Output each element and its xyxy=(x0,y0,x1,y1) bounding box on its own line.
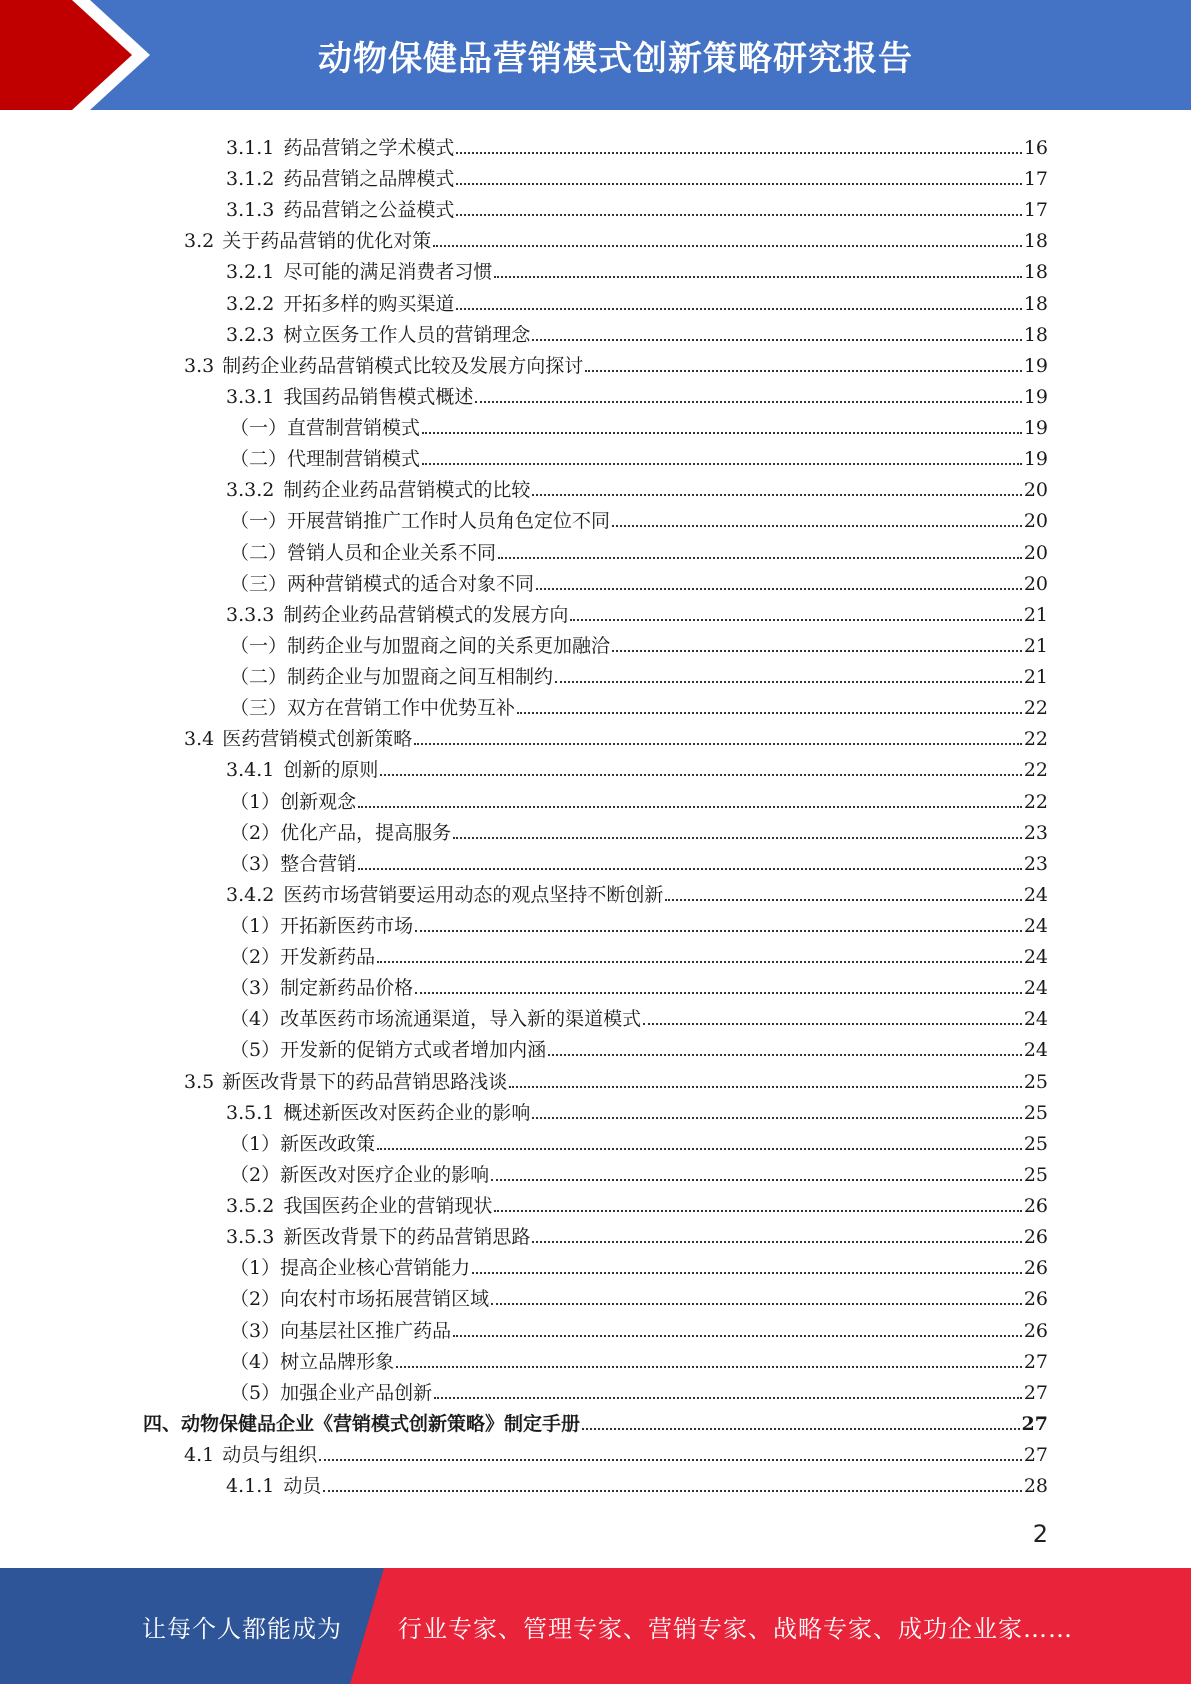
toc-entry[interactable] xyxy=(226,1217,1048,1248)
toc-entry-title: （二）代理制营销模式 xyxy=(230,448,421,471)
toc-entry-title: （4）树立品牌形象 xyxy=(230,1350,395,1373)
toc-entry-title: （三）双方在营销工作中优势互补 xyxy=(230,697,516,720)
toc-entry-page: 23 xyxy=(1023,852,1048,875)
toc-entry-title: （二）營销人员和企业关系不同 xyxy=(230,541,497,564)
toc-entry-page: 24 xyxy=(1023,946,1048,969)
toc-entry[interactable] xyxy=(230,657,1048,688)
toc-entry[interactable] xyxy=(230,906,1048,937)
toc-entry[interactable] xyxy=(230,1030,1048,1061)
toc-entry-title: 制药企业药品营销模式的发展方向 xyxy=(283,603,569,626)
toc-entry-page: 20 xyxy=(1023,510,1048,533)
toc-dot-leader xyxy=(517,712,1022,714)
toc-entry-number: 3.5.1 xyxy=(226,1101,275,1124)
toc-entry-page: 18 xyxy=(1023,230,1048,253)
toc-entry-title: 新医改背景下的药品营销思路浅谈 xyxy=(222,1070,508,1093)
toc-dot-leader xyxy=(456,308,1021,310)
toc-dot-leader xyxy=(475,401,1021,403)
toc-entry-page: 27 xyxy=(1023,1350,1048,1373)
toc-entry-title: 创新的原则 xyxy=(283,759,379,782)
toc-entry[interactable] xyxy=(226,470,1048,501)
toc-entry[interactable] xyxy=(230,1279,1048,1310)
toc-dot-leader xyxy=(323,1490,1021,1492)
toc-dot-leader xyxy=(491,1303,1022,1305)
toc-dot-leader xyxy=(434,1397,1022,1399)
toc-entry-title: （2）优化产品，提高服务 xyxy=(230,821,452,844)
toc-entry-title: 药品营销之学术模式 xyxy=(283,137,455,159)
toc-entry[interactable] xyxy=(230,501,1048,532)
toc-entry-title: 制药企业药品营销模式的比较 xyxy=(283,479,531,502)
toc-entry[interactable] xyxy=(230,782,1048,813)
toc-dot-leader xyxy=(555,681,1022,683)
toc-dot-leader xyxy=(422,463,1022,465)
toc-dot-leader xyxy=(536,588,1022,590)
toc-entry-title: （2）新医改对医疗企业的影响 xyxy=(230,1163,490,1186)
toc-entry-title: （4）改革医药市场流通渠道，导入新的渠道模式 xyxy=(230,1008,642,1031)
toc-entry-page: 27 xyxy=(1023,1381,1048,1404)
toc-entry-page: 18 xyxy=(1023,292,1048,315)
toc-dot-leader xyxy=(380,774,1021,776)
toc-entry[interactable] xyxy=(230,1342,1048,1373)
toc-entry-title: （5）开发新的促销方式或者增加内涵 xyxy=(230,1039,547,1062)
toc-dot-leader xyxy=(396,1366,1022,1368)
toc-entry-title: 药品营销之品牌模式 xyxy=(283,168,455,191)
toc-entry-page: 24 xyxy=(1023,915,1048,937)
toc-entry-number: 4.1 xyxy=(184,1444,215,1467)
toc-dot-leader xyxy=(612,650,1022,652)
toc-entry-title: （1）提高企业核心营销能力 xyxy=(230,1257,471,1280)
toc-entry-title: 医药市场营销要运用动态的观点坚持不断创新 xyxy=(283,883,664,906)
toc-entry-page: 22 xyxy=(1023,790,1048,813)
toc-entry-title: 我国医药企业的营销现状 xyxy=(283,1195,493,1218)
toc-entry-title: （3）制定新药品价格 xyxy=(230,977,414,1000)
page-header xyxy=(0,0,1191,110)
toc-entry-page: 21 xyxy=(1023,666,1048,689)
toc-entry-page: 20 xyxy=(1023,479,1048,502)
toc-dot-leader xyxy=(377,1148,1022,1150)
toc-dot-leader xyxy=(582,1428,1020,1430)
toc-entry-page: 26 xyxy=(1023,1257,1048,1280)
toc-entry-page: 21 xyxy=(1023,603,1048,626)
toc-dot-leader xyxy=(414,743,1022,745)
footer-slogan-left: 让每个人都能成为 xyxy=(142,1614,342,1643)
toc-entry-title: （3）整合营销 xyxy=(230,852,357,875)
toc-entry-page: 24 xyxy=(1023,1039,1048,1062)
toc-entry-number: 3.2.1 xyxy=(226,261,275,284)
toc-entry[interactable] xyxy=(230,968,1048,999)
toc-entry[interactable] xyxy=(230,533,1048,564)
toc-entry-page: 20 xyxy=(1023,541,1048,564)
toc-entry[interactable] xyxy=(184,346,1048,377)
toc-entry-page: 16 xyxy=(1023,137,1048,159)
toc-entry-page: 24 xyxy=(1023,1008,1048,1031)
toc-entry[interactable] xyxy=(143,1404,1048,1435)
toc-entry-number: 3.5 xyxy=(184,1070,215,1093)
toc-entry-number: 3.1.3 xyxy=(226,199,275,222)
toc-entry[interactable] xyxy=(230,1311,1048,1342)
toc-entry-title: 开拓多样的购买渠道 xyxy=(283,292,455,315)
toc-entry-page: 25 xyxy=(1023,1163,1048,1186)
chevron-arrow-icon xyxy=(0,0,160,110)
toc-entry-page: 20 xyxy=(1023,572,1048,595)
toc-entry-page: 28 xyxy=(1023,1475,1048,1498)
toc-entry-title: （一）制药企业与加盟商之间的关系更加融洽 xyxy=(230,634,611,657)
toc-entry[interactable] xyxy=(230,688,1048,719)
toc-entry[interactable] xyxy=(184,1062,1048,1093)
toc-entry-page: 18 xyxy=(1023,261,1048,284)
toc-dot-leader xyxy=(358,868,1022,870)
toc-entry-number: 3.5.2 xyxy=(226,1195,275,1218)
toc-entry-page: 26 xyxy=(1023,1226,1048,1249)
toc-entry-number: 3.3 xyxy=(184,354,215,377)
toc-entry-title: 动员与组织 xyxy=(222,1444,318,1467)
toc-entry-title: 四、动物保健品企业《营销模式创新策略》制定手册 xyxy=(143,1412,581,1435)
toc-dot-leader xyxy=(532,1117,1021,1119)
toc-entry-page: 26 xyxy=(1023,1288,1048,1311)
toc-entry-page: 22 xyxy=(1023,728,1048,751)
page-footer xyxy=(0,1568,1191,1684)
footer-slogan-right: 行业专家、管理专家、营销专家、战略专家、成功企业家…… xyxy=(398,1614,1073,1643)
toc-entry-title: 药品营销之公益模式 xyxy=(283,199,455,222)
toc-entry[interactable] xyxy=(230,813,1048,844)
toc-entry[interactable] xyxy=(230,999,1048,1030)
toc-entry-number: 3.2.2 xyxy=(226,292,275,315)
toc-dot-leader xyxy=(494,276,1021,278)
toc-entry[interactable] xyxy=(226,128,1048,159)
toc-dot-leader xyxy=(319,1459,1022,1461)
toc-entry[interactable] xyxy=(226,377,1048,408)
toc-entry-page: 26 xyxy=(1023,1195,1048,1218)
toc-entry[interactable] xyxy=(184,221,1048,252)
toc-entry[interactable] xyxy=(226,252,1048,283)
toc-entry-title: （1）创新观念 xyxy=(230,790,357,813)
toc-entry-page: 19 xyxy=(1023,385,1048,408)
toc-entry-page: 21 xyxy=(1023,634,1048,657)
toc-entry-page: 22 xyxy=(1023,759,1048,782)
toc-entry[interactable] xyxy=(230,844,1048,875)
toc-entry-page: 25 xyxy=(1023,1070,1048,1093)
toc-entry[interactable] xyxy=(226,875,1048,906)
toc-entry[interactable] xyxy=(226,315,1048,346)
toc-entry-number: 3.1.1 xyxy=(226,137,275,159)
toc-entry-title: （2）开发新药品 xyxy=(230,946,376,969)
toc-dot-leader xyxy=(491,1179,1022,1181)
toc-entry-number: 3.3.1 xyxy=(226,385,275,408)
toc-entry-title: 树立医务工作人员的营销理念 xyxy=(283,323,531,346)
document-title: 动物保健品营销模式创新策略研究报告 xyxy=(318,38,913,79)
toc-entry-page: 24 xyxy=(1023,977,1048,1000)
toc-dot-leader xyxy=(358,806,1022,808)
toc-entry-number: 3.3.3 xyxy=(226,603,275,626)
toc-dot-leader xyxy=(494,1210,1021,1212)
toc-entry-title: 动员 xyxy=(283,1475,322,1498)
toc-entry-title: （三）两种营销模式的适合对象不同 xyxy=(230,572,535,595)
toc-entry[interactable] xyxy=(230,937,1048,968)
toc-entry-title: （二）制药企业与加盟商之间互相制约 xyxy=(230,666,554,689)
toc-entry-number: 3.4.2 xyxy=(226,883,275,906)
toc-entry[interactable] xyxy=(230,1124,1048,1155)
toc-dot-leader xyxy=(570,619,1021,621)
toc-entry[interactable] xyxy=(226,750,1048,781)
toc-entry-page: 22 xyxy=(1023,697,1048,720)
toc-entry-page: 18 xyxy=(1023,323,1048,346)
toc-entry-page: 17 xyxy=(1023,199,1048,222)
toc-dot-leader xyxy=(532,494,1021,496)
toc-entry-page: 17 xyxy=(1023,168,1048,191)
toc-dot-leader xyxy=(532,339,1021,341)
toc-dot-leader xyxy=(415,930,1022,932)
toc-dot-leader xyxy=(472,1272,1022,1274)
toc-dot-leader xyxy=(509,1086,1022,1088)
toc-entry[interactable] xyxy=(184,1435,1048,1466)
toc-entry[interactable] xyxy=(226,284,1048,315)
toc-dot-leader xyxy=(612,525,1022,527)
toc-entry-title: 制药企业药品营销模式比较及发展方向探讨 xyxy=(222,354,584,377)
toc-entry-title: 新医改背景下的药品营销思路 xyxy=(283,1226,531,1249)
toc-entry[interactable] xyxy=(230,408,1048,439)
toc-dot-leader xyxy=(377,961,1022,963)
toc-entry-page: 27 xyxy=(1021,1412,1048,1435)
toc-entry[interactable] xyxy=(226,1186,1048,1217)
toc-entry-page: 26 xyxy=(1023,1319,1048,1342)
toc-entry-number: 3.4.1 xyxy=(226,759,275,782)
toc-entry-page: 25 xyxy=(1023,1101,1048,1124)
toc-entry-page: 19 xyxy=(1023,448,1048,471)
toc-entry-title: 医药营销模式创新策略 xyxy=(222,728,413,751)
toc-entry-title: 我国药品销售模式概述 xyxy=(283,385,474,408)
toc-entry-page: 23 xyxy=(1023,821,1048,844)
toc-entry[interactable] xyxy=(226,1466,1048,1497)
toc-entry-title: （一）直营制营销模式 xyxy=(230,417,421,440)
toc-entry[interactable] xyxy=(230,1373,1048,1404)
toc-dot-leader xyxy=(498,557,1022,559)
toc-entry-title: 概述新医改对医药企业的影响 xyxy=(283,1101,531,1124)
toc-entry-page: 19 xyxy=(1023,354,1048,377)
toc-entry-number: 3.2 xyxy=(184,230,215,253)
toc-entry-title: 尽可能的满足消费者习惯 xyxy=(283,261,493,284)
toc-entry-page: 25 xyxy=(1023,1132,1048,1155)
toc-entry[interactable] xyxy=(226,1093,1048,1124)
toc-entry[interactable] xyxy=(226,595,1048,626)
toc-dot-leader xyxy=(532,1241,1021,1243)
toc-entry-page: 27 xyxy=(1023,1444,1048,1467)
toc-entry-page: 19 xyxy=(1023,417,1048,440)
toc-dot-leader xyxy=(415,992,1022,994)
toc-dot-leader xyxy=(548,1054,1022,1056)
toc-dot-leader xyxy=(433,245,1022,247)
toc-dot-leader xyxy=(456,183,1021,185)
toc-entry-title: 关于药品营销的优化对策 xyxy=(222,230,432,253)
toc-dot-leader xyxy=(585,370,1022,372)
toc-entry-title: （3）向基层社区推广药品 xyxy=(230,1319,452,1342)
toc-entry-title: （2）向农村市场拓展营销区域 xyxy=(230,1288,490,1311)
toc-entry-title: （1）新医改政策 xyxy=(230,1132,376,1155)
toc-dot-leader xyxy=(456,214,1021,216)
toc-dot-leader xyxy=(453,837,1022,839)
toc-dot-leader xyxy=(453,1335,1022,1337)
toc-entry[interactable] xyxy=(226,190,1048,221)
toc-entry-number: 3.3.2 xyxy=(226,479,275,502)
toc-entry[interactable] xyxy=(184,719,1048,750)
toc-entry-number: 3.1.2 xyxy=(226,168,275,191)
toc-entry-title: （一）开展营销推广工作时人员角色定位不同 xyxy=(230,510,611,533)
toc-entry-page: 24 xyxy=(1023,883,1048,906)
toc-dot-leader xyxy=(665,899,1021,901)
toc-entry[interactable] xyxy=(226,159,1048,190)
toc-entry[interactable] xyxy=(230,626,1048,657)
toc-entry-number: 3.5.3 xyxy=(226,1226,275,1249)
toc-entry[interactable] xyxy=(230,439,1048,470)
toc-entry-title: （5）加强企业产品创新 xyxy=(230,1381,433,1404)
toc-entry-number: 4.1.1 xyxy=(226,1475,275,1498)
toc-dot-leader xyxy=(643,1023,1022,1025)
toc-entry-number: 3.4 xyxy=(184,728,215,751)
toc-entry[interactable] xyxy=(230,1248,1048,1279)
toc-entry-title: （1）开拓新医药市场 xyxy=(230,915,414,937)
toc-dot-leader xyxy=(456,152,1021,154)
toc-entry[interactable] xyxy=(230,1155,1048,1186)
toc-entry-number: 3.2.3 xyxy=(226,323,275,346)
toc-entry[interactable] xyxy=(230,564,1048,595)
toc-dot-leader xyxy=(422,432,1022,434)
page-number: 2 xyxy=(1032,1520,1048,1548)
